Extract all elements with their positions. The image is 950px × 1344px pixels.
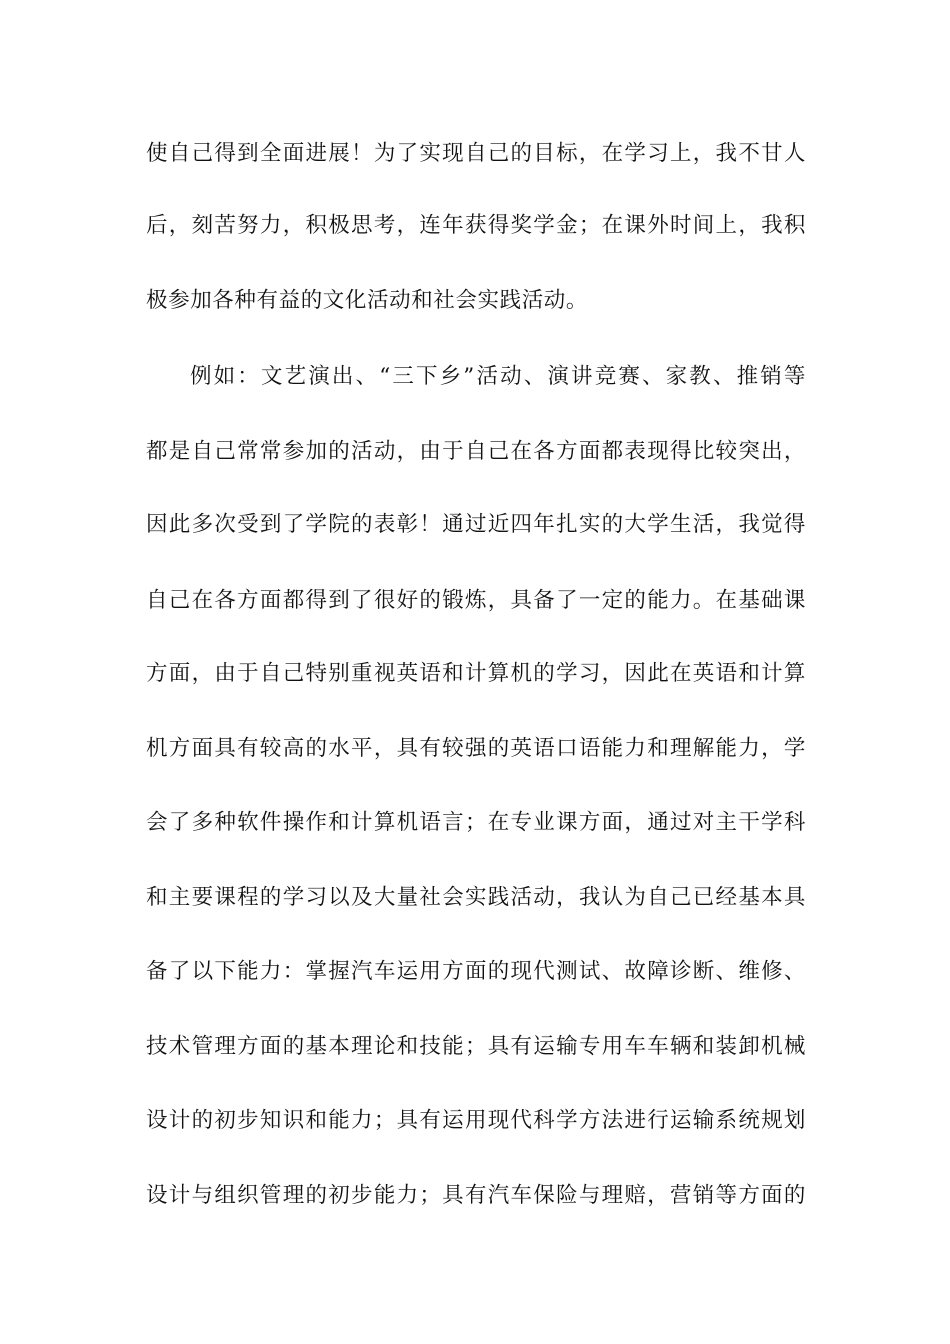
text-line-4: 例如：文艺演出、“三下乡”活动、演讲竞赛、家教、推销等 — [190, 364, 806, 389]
text-line-9: 机方面具有较高的水平，具有较强的英语口语能力和理解能力，学 — [146, 736, 806, 761]
text-line-15: 设计与组织管理的初步能力；具有汽车保险与理赔，营销等方面的 — [146, 1183, 806, 1208]
text-line-2: 后，刻苦努力，积极思考，连年获得奖学金；在课外时间上，我积 — [146, 213, 806, 238]
text-line-12: 备了以下能力：掌握汽车运用方面的现代测试、故障诊断、维修、 — [146, 959, 806, 984]
text-line-7: 自己在各方面都得到了很好的锻炼，具备了一定的能力。在基础课 — [146, 588, 806, 613]
text-line-13: 技术管理方面的基本理论和技能；具有运输专用车车辆和装卸机械 — [146, 1034, 806, 1059]
text-line-14: 设计的初步知识和能力；具有运用现代科学方法进行运输系统规划 — [146, 1108, 806, 1133]
text-line-11: 和主要课程的学习以及大量社会实践活动，我认为自己已经基本具 — [146, 885, 806, 910]
text-line-5: 都是自己常常参加的活动，由于自己在各方面都表现得比较突出， — [146, 439, 806, 464]
text-line-6: 因此多次受到了学院的表彰！通过近四年扎实的大学生活，我觉得 — [146, 512, 806, 537]
text-line-8: 方面，由于自己特别重视英语和计算机的学习，因此在英语和计算 — [146, 661, 806, 686]
text-line-10: 会了多种软件操作和计算机语言；在专业课方面，通过对主干学科 — [146, 810, 806, 835]
text-line-3: 极参加各种有益的文化活动和社会实践活动。 — [146, 288, 589, 313]
text-line-1: 使自己得到全面进展！为了实现自己的目标，在学习上，我不甘人 — [146, 141, 806, 166]
